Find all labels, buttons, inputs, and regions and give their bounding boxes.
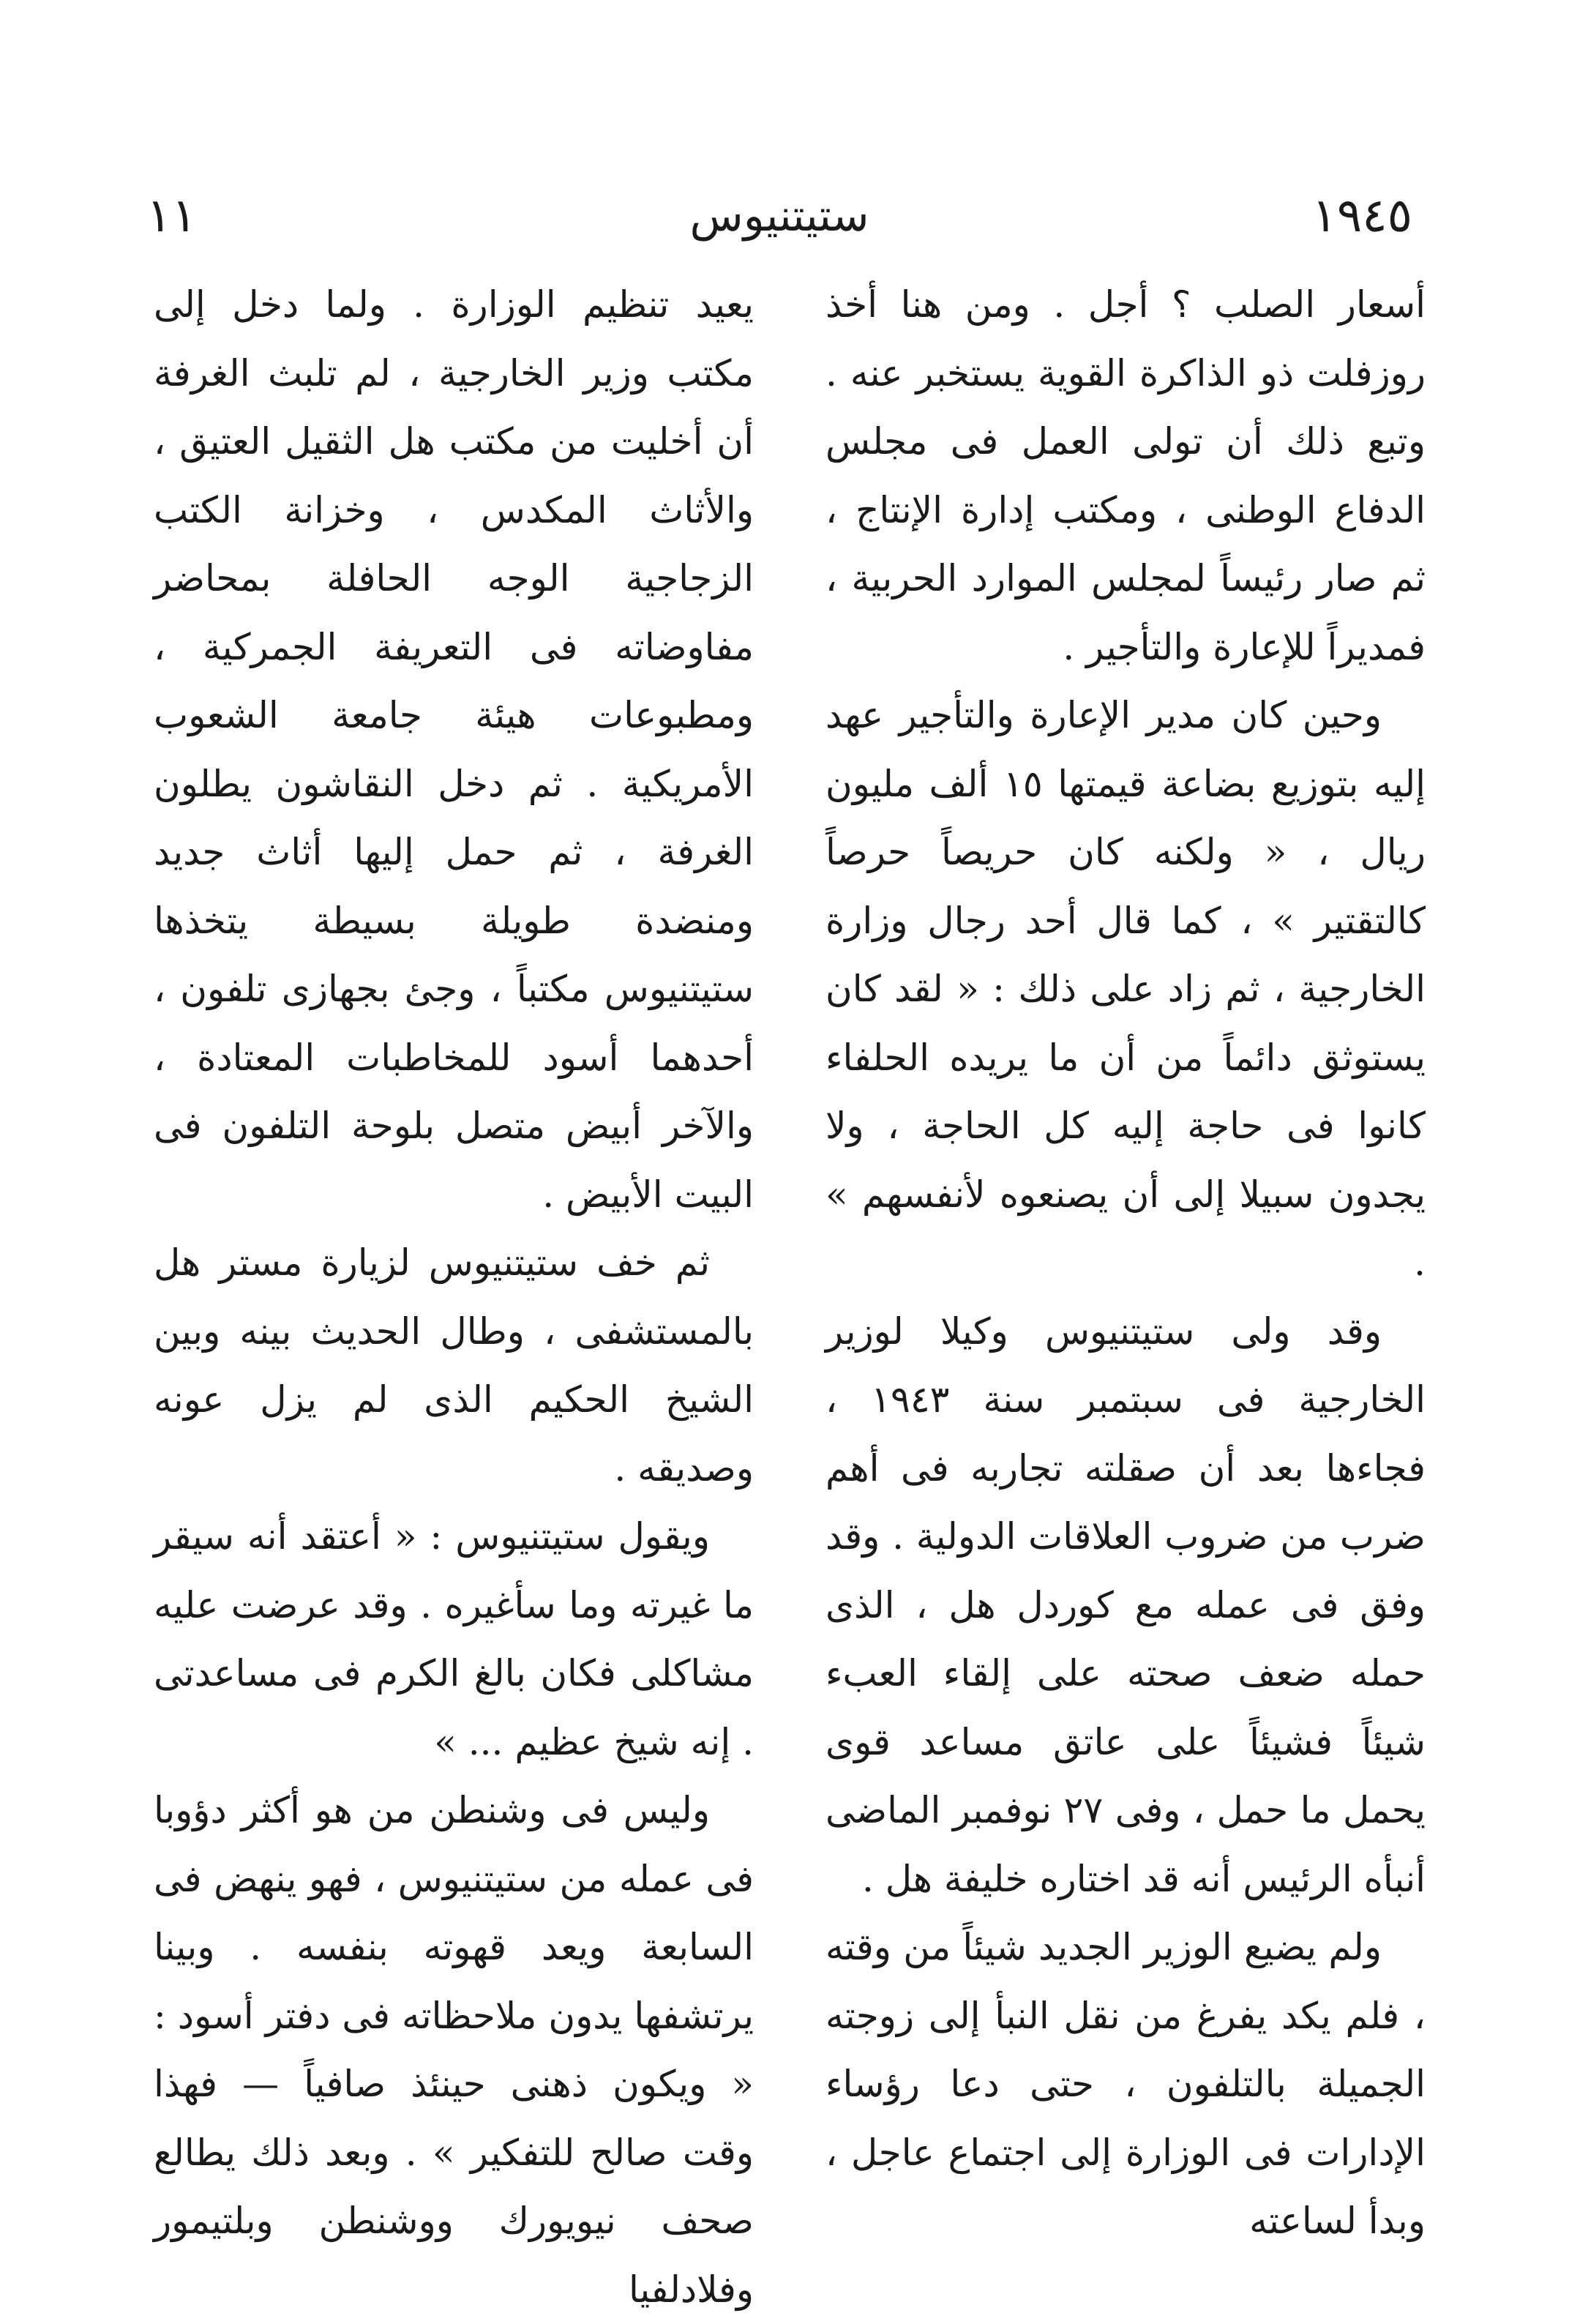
header-year: ١٩٤٥ xyxy=(1311,189,1412,243)
paragraph: ولم يضيع الوزير الجديد شيئاً من وقته ، فلم يكد يفرغ من نقل النبأ إلى زوجته الجميلة بالتلفون ، حتى دعا رؤساء الإدارات فى الوزارة إلى اجتماع عاجل ، وبدأ لساعته xyxy=(825,1926,1426,2242)
text-column-left xyxy=(154,271,754,2324)
running-title: ستيتنيوس xyxy=(689,190,869,242)
paragraph: وقد ولى ستيتنيوس وكيلا لوزير الخارجية فى سبتمبر سنة ١٩٤٣ ، فجاءها بعد أن صقلته تجاربه فى أهم ضرب من ضروب العلاقات الدولية . وقد وفق فى عمله مع كوردل هل ، الذى حمله ضعف صحته على إلقاء العبء شيئاً فشيئاً على عاتق مساعد قوى يحمل ما حمل ، وفى ٢٧ نوفمبر الماضى أنبأه الرئيس أنه قد اختاره خليفة هل . xyxy=(825,1309,1426,1900)
paragraph: وليس فى وشنطن من هو أكثر دؤوبا فى عمله من ستيتنيوس ، فهو ينهض فى السابعة ويعد قهوته بنفسه . وبينا يرتشفها يدون ملاحظاته فى دفتر أسود : « ويكون ذهنى حينئذ صافياً — فهذا وقت صالح للتفكير » . وبعد ذلك يطالع صحف نيويورك ووشنطن وبلتيمور وفلادلفيا xyxy=(154,1789,754,2311)
paragraph: ويقول ستيتنيوس : « أعتقد أنه سيقر ما غيرته وما سأغيره . وقد عرضت عليه مشاكلى فكان بالغ الكرم فى مساعدتى . إنه شيخ عظيم ... » xyxy=(154,1515,754,1763)
paragraph: ثم خف ستيتنيوس لزيارة مستر هل بالمستشفى ، وطال الحديث بينه وبين الشيخ الحكيم الذى لم يزل عونه وصديقه . xyxy=(154,1241,754,1490)
paragraph: يعيد تنظيم الوزارة . ولما دخل إلى مكتب وزير الخارجية ، لم تلبث الغرفة أن أخليت من مكتب هل الثقيل العتيق ، والأثاث المكدس ، وخزانة الكتب الزجاجية الوجه الحافلة بمحاضر مفاوضاته فى التعريفة الجمركية ، ومطبوعات هيئة جامعة الشعوب الأمريكية . ثم دخل النقاشون يطلون الغرفة ، ثم حمل إليها أثاث جديد ومنضدة طويلة بسيطة يتخذها ستيتنيوس مكتباً ، وجئ بجهازى تلفون ، أحدهما أسود للمخاطبات المعتادة ، والآخر أبيض متصل بلوحة التلفون فى البيت الأبيض . xyxy=(154,283,754,1216)
page-header xyxy=(146,187,1412,253)
text-column-right xyxy=(825,271,1426,2256)
paragraph: وحين كان مدير الإعارة والتأجير عهد إليه بتوزيع بضاعة قيمتها ١٥ ألف مليون ريال ، « ولكنه كان حريصاً حرصاً كالتقتير » ، كما قال أحد رجال وزارة الخارجية ، ثم زاد على ذلك : « لقد كان يستوثق دائماً من أن ما يريده الحلفاء كانوا فى حاجة إليه كل الحاجة ، ولا يجدون سبيلا إلى أن يصنعوه لأنفسهم » . xyxy=(825,694,1426,1284)
paragraph: أسعار الصلب ؟ أجل . ومن هنا أخذ روزفلت ذو الذاكرة القوية يستخبر عنه . وتبع ذلك أن تولى العمل فى مجلس الدفاع الوطنى ، ومكتب إدارة الإنتاج ، ثم صار رئيساً لمجلس الموارد الحربية ، فمديراً للإعارة والتأجير . xyxy=(825,283,1426,668)
page-number: ١١ xyxy=(146,189,197,243)
